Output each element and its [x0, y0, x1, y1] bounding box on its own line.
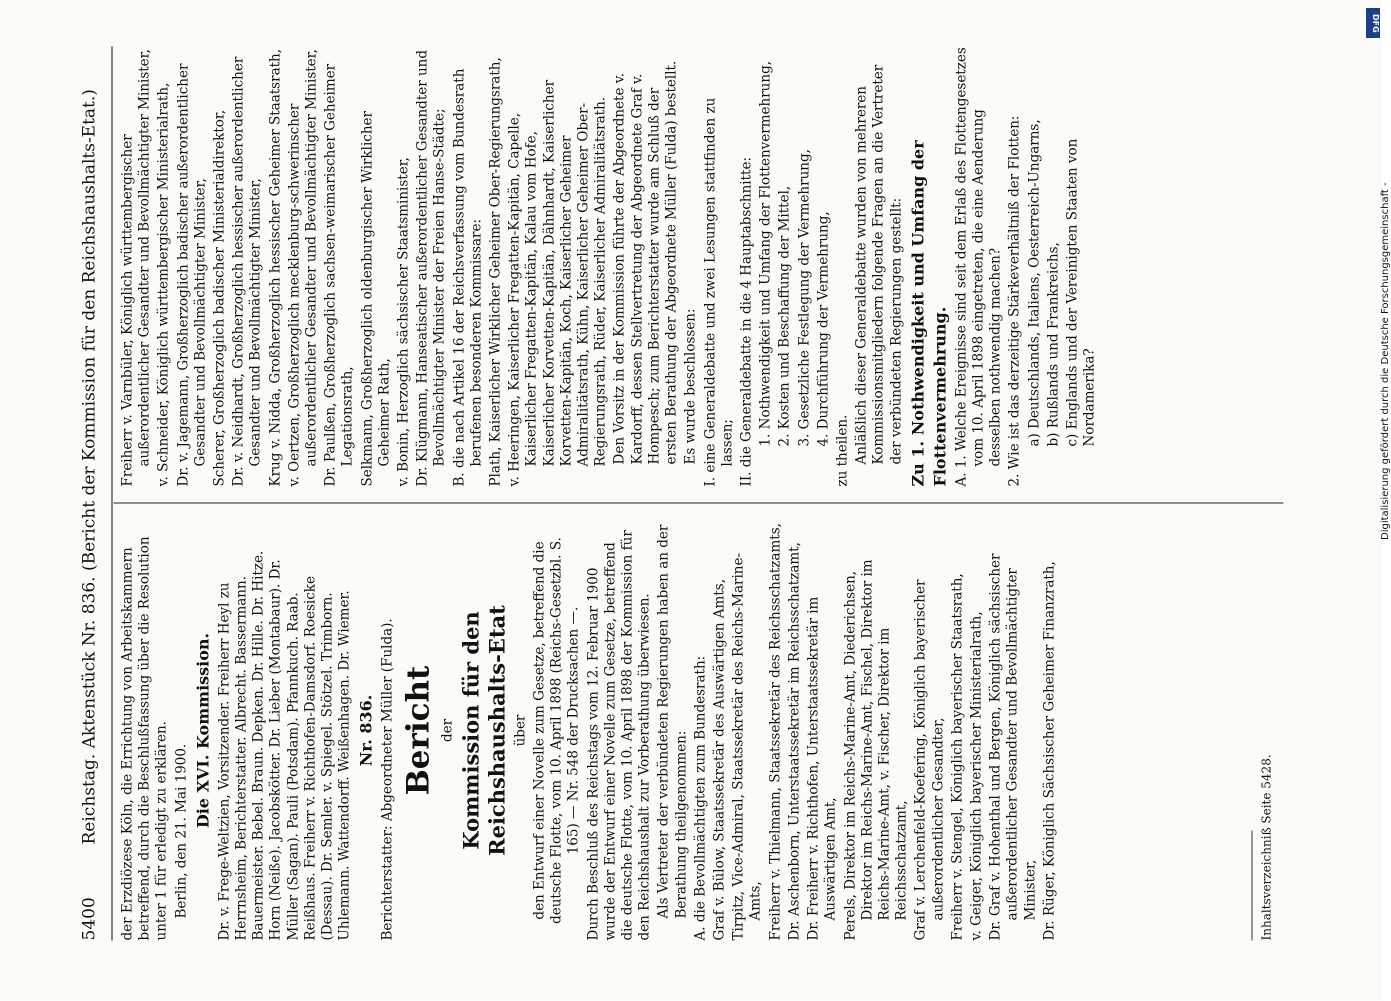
paragraph: Die XVI. Kommission. [193, 632, 213, 829]
paragraph: 3. Gesetzliche Festlegung der Vermehrung, [796, 149, 813, 447]
digitization-credit: Digitalisierung gefördert durch die Deutsche Forschungsgemeinschaft - [1380, 182, 1391, 540]
paragraph: Plath, Kaiserlicher Wirklicher Geheimer Ober-Regierungsrath, [487, 57, 504, 487]
page-header [80, 47, 110, 941]
page-number: 5400 [79, 897, 100, 941]
paragraph: 4. Durchführung der Vermehrung, [815, 211, 832, 447]
paragraph: Anläßlich dieser Generaldebatte wurden von mehreren Kommissionsmitgliedern folgende Fragen an die Vertreter der verbündeten Regierungen gestellt: [853, 64, 905, 465]
paragraph: v. Oertzen, Großherzoglich mecklenburg-schwerinscher außerordentlicher Gesandter und Bevollmächtigter Minister, [286, 49, 320, 487]
paragraph: Scherer, Großherzoglich badischer Ministerialdirektor, [211, 109, 228, 487]
paragraph: Freiherr v. Stengel, Königlich bayerischer Staatsrath, [949, 573, 966, 941]
paragraph: A. 1. Welche Ereignisse sind seit dem Erlaß des Flottengesetzes vom 10. April 1898 eingetreten, die eine Aenderung desselben nothwendig machen? [953, 47, 1004, 487]
paragraph: Graf v. Lerchenfeld-Koefering, Königlich bayerischer außerordentlicher Gesandter, [912, 579, 947, 941]
paragraph: Dr. Graf v. Hohenthal und Bergen, Königlich sächsischer außerordentlicher Gesandter und Bevollmächtigter Minister, [987, 553, 1039, 941]
paragraph: der [439, 718, 456, 743]
paragraph: 1. Nothwendigkeit und Umfang der Flottenvermehrung, [757, 60, 774, 447]
header-rule [112, 47, 113, 941]
header-title: Reichstag. Aktenstück Nr. 836. (Bericht der Kommission für den Reichshaushalts-Etat.) [79, 89, 100, 845]
paragraph: Freiherr v. Varnbüler, Königlich württembergischer außerordentlicher Gesandter und Bevollmächtigter Minister, [119, 49, 153, 487]
paragraph: Kommission für den Reichshaushalts-Etat [458, 605, 510, 856]
paragraph: Berlin, den 21. Mai 1900. [173, 743, 190, 919]
footnote-rule [1252, 831, 1253, 941]
paragraph: Tirpitz, Vice-Admiral, Staatssekretär des Reichs-Marine-Amts, [730, 552, 764, 941]
paragraph: c) Englands und der Vereinigten Staaten von Nordamerika? [1064, 138, 1098, 447]
paragraph: v. Geiger, Königlich bayerischer Ministerialrath, [968, 611, 985, 941]
column-divider [114, 503, 1284, 504]
paragraph: Dr. v. Neidhardt, Großherzoglich hessischer außerordentlicher Gesandter und Bevollmächtigter Minister, [230, 56, 264, 487]
paragraph: Dr. Klügmann, Hanseatischer außerordentlicher Gesandter und Bevollmächtigter Minister der Freien Hanse-Städte; [414, 49, 448, 487]
paragraph: der Erzdiözese Köln, die Errichtung von Arbeitskammern betreffend, durch die Beschlußfassung über die Resolution unter 1 für erledigt zu erklären. [119, 536, 170, 941]
paragraph: Freiherr v. Thielmann, Staatssekretär des Reichsschatzamts, [767, 523, 784, 941]
paragraph: Perels, Direktor im Reichs-Marine-Amt, Diederichsen, Direktor im Reichs-Marine-Amt, Fischel, Direktor im Reichs-Marine-Amt, v. Fischer, Direktor im Reichsschatzamt, [842, 559, 910, 941]
paragraph: Nr. 836. [356, 694, 376, 767]
paragraph: B. die nach Artikel 16 der Reichsverfassung vom Bundesrath berufenen besonderen Kommissare: [451, 68, 485, 487]
paragraph: Als Vertreter der verbündeten Regierungen haben an der Berathung theilgenommen: [655, 524, 690, 919]
paragraph: Krug v. Nidda, Großherzoglich hessischer Geheimer Staatsrath, [267, 48, 284, 487]
paragraph: Dr. Rüger, Königlich Sächsischer Geheimer Finanzrath, [1041, 561, 1058, 941]
paragraph: Bericht [400, 665, 437, 796]
paragraph: Selkmann, Großherzoglich oldenburgischer Wirklicher Geheimer Rath, [359, 110, 393, 487]
paragraph: Durch Beschluß des Reichstags vom 12. Februar 1900 wurde der Entwurf einer Novelle zum Gesetze, betreffend die deutsche Flotte, vom 10. April 1898 der Kommission für den Reichshaushalt zur Vorberathung überwiesen. [585, 530, 653, 941]
paragraph: v. Bonin, Herzoglich sächsischer Staatsminister, [395, 157, 412, 487]
dfg-logo: DFG [1366, 8, 1380, 38]
paragraph: a) Deutschlands, Italiens, Oesterreich-Ungarns, [1026, 119, 1043, 447]
right-column [120, 47, 1101, 487]
paragraph: Graf v. Bülow, Staatssekretär des Auswärtigen Amts, [711, 579, 728, 941]
paragraph: v. Schneider, Königlich württembergischer Ministerialrath, [155, 82, 172, 487]
paragraph: zu theilen. [834, 414, 851, 487]
paragraph: Zu 1. Nothwendigkeit und Umfang der Flottenvermehrung. [908, 140, 950, 487]
paragraph: Dr. Freiherr v. Richthofen, Unterstaatssekretär im Auswärtigen Amt, [805, 596, 839, 941]
paragraph: Den Vorsitz in der Kommission führte der Abgeordnete v. Kardorff, dessen Stellvertretung der Abgeordnete Graf v. Hompesch; zum Berichterstatter wurde am Schluß der ersten Berathung der Abgeordnete Müller (Fulda) bestellt. [611, 60, 680, 465]
paragraph: A. die Bevollmächtigten zum Bundesrath: [692, 655, 709, 941]
paragraph: über [512, 714, 529, 747]
paragraph: Dr. v. Frege-Weltzien, Vorsitzender. Freiherr Heyl zu Herrnsheim, Berichterstatter. Albrecht. Bassermann. Bauermeister. Bebel. Braun. Depken. Dr. Hille. Dr. Hitze. Horn (Neiße). Jacobskötter. Dr. Lieber (Montabaur). Dr. Müller (Sagan). Pauli (Potsdam). Pfannkuch. Raab. Reißhaus. Freiherr v. Richthofen-Damsdorf. Roesicke (Dessau). Dr. Semler. v. Spiegel. Stötzel. Trimborn. Uhlemann. Wattendorff. Weißenhagen. Dr. Wiemer. [216, 550, 353, 941]
paragraph: b) Rußlands und Frankreichs, [1045, 242, 1062, 447]
left-column [120, 521, 1061, 941]
paragraph: Dr. Paulßen, Großherzoglich sachsen-weimarischer Geheimer Legationsrath, [322, 63, 356, 487]
paragraph: Dr. Aschenborn, Unterstaatssekretär im Reichsschatzamt, [786, 542, 803, 941]
paragraph: 2. Wie ist das derzeitige Stärkeverhältniß der Flotten: [1006, 115, 1023, 487]
paragraph: v. Heeringen, Kaiserlicher Fregatten-Kapitän, Capelle, Kaiserlicher Fregatten-Kapitän, Kalau vom Hofe, Kaiserlicher Korvetten-Kapitän, Dähnhardt, Kaiserlicher Korvetten-Kapitän, Koch, Kaiserlicher Geheimer Admiralitätsrath, Kühn, Kaiserlicher Geheimer Ober-Regierungsrath, Rüder, Kaiserlicher Admiralitätsrath. [506, 79, 609, 487]
paragraph: Berichterstatter: Abgeordneter Müller (Fulda). [379, 618, 396, 941]
paragraph: II. die Generaldebatte in die 4 Hauptabschnitte: [738, 157, 755, 487]
paragraph: Dr. v. Jagemann, Großherzoglich badischer außerordentlicher Gesandter und Bevollmächtigter Minister, [175, 63, 209, 487]
paragraph: Es wurde beschlossen: [682, 308, 699, 465]
footnote: Inhaltsverzeichniß Seite 5428. [1259, 754, 1274, 941]
paragraph: den Entwurf einer Novelle zum Gesetze, betreffend die deutsche Flotte, vom 10. April 1898 (Reichs-Gesetzbl. S. 165) — Nr. 548 der Drucksachen —. [531, 537, 582, 924]
rotated-page [0, 1, 1383, 1001]
paragraph: 2. Kosten und Beschaffung der Mittel, [776, 185, 793, 447]
paragraph: I. eine Generaldebatte und zwei Lesungen stattfinden zu lassen; [702, 97, 736, 487]
